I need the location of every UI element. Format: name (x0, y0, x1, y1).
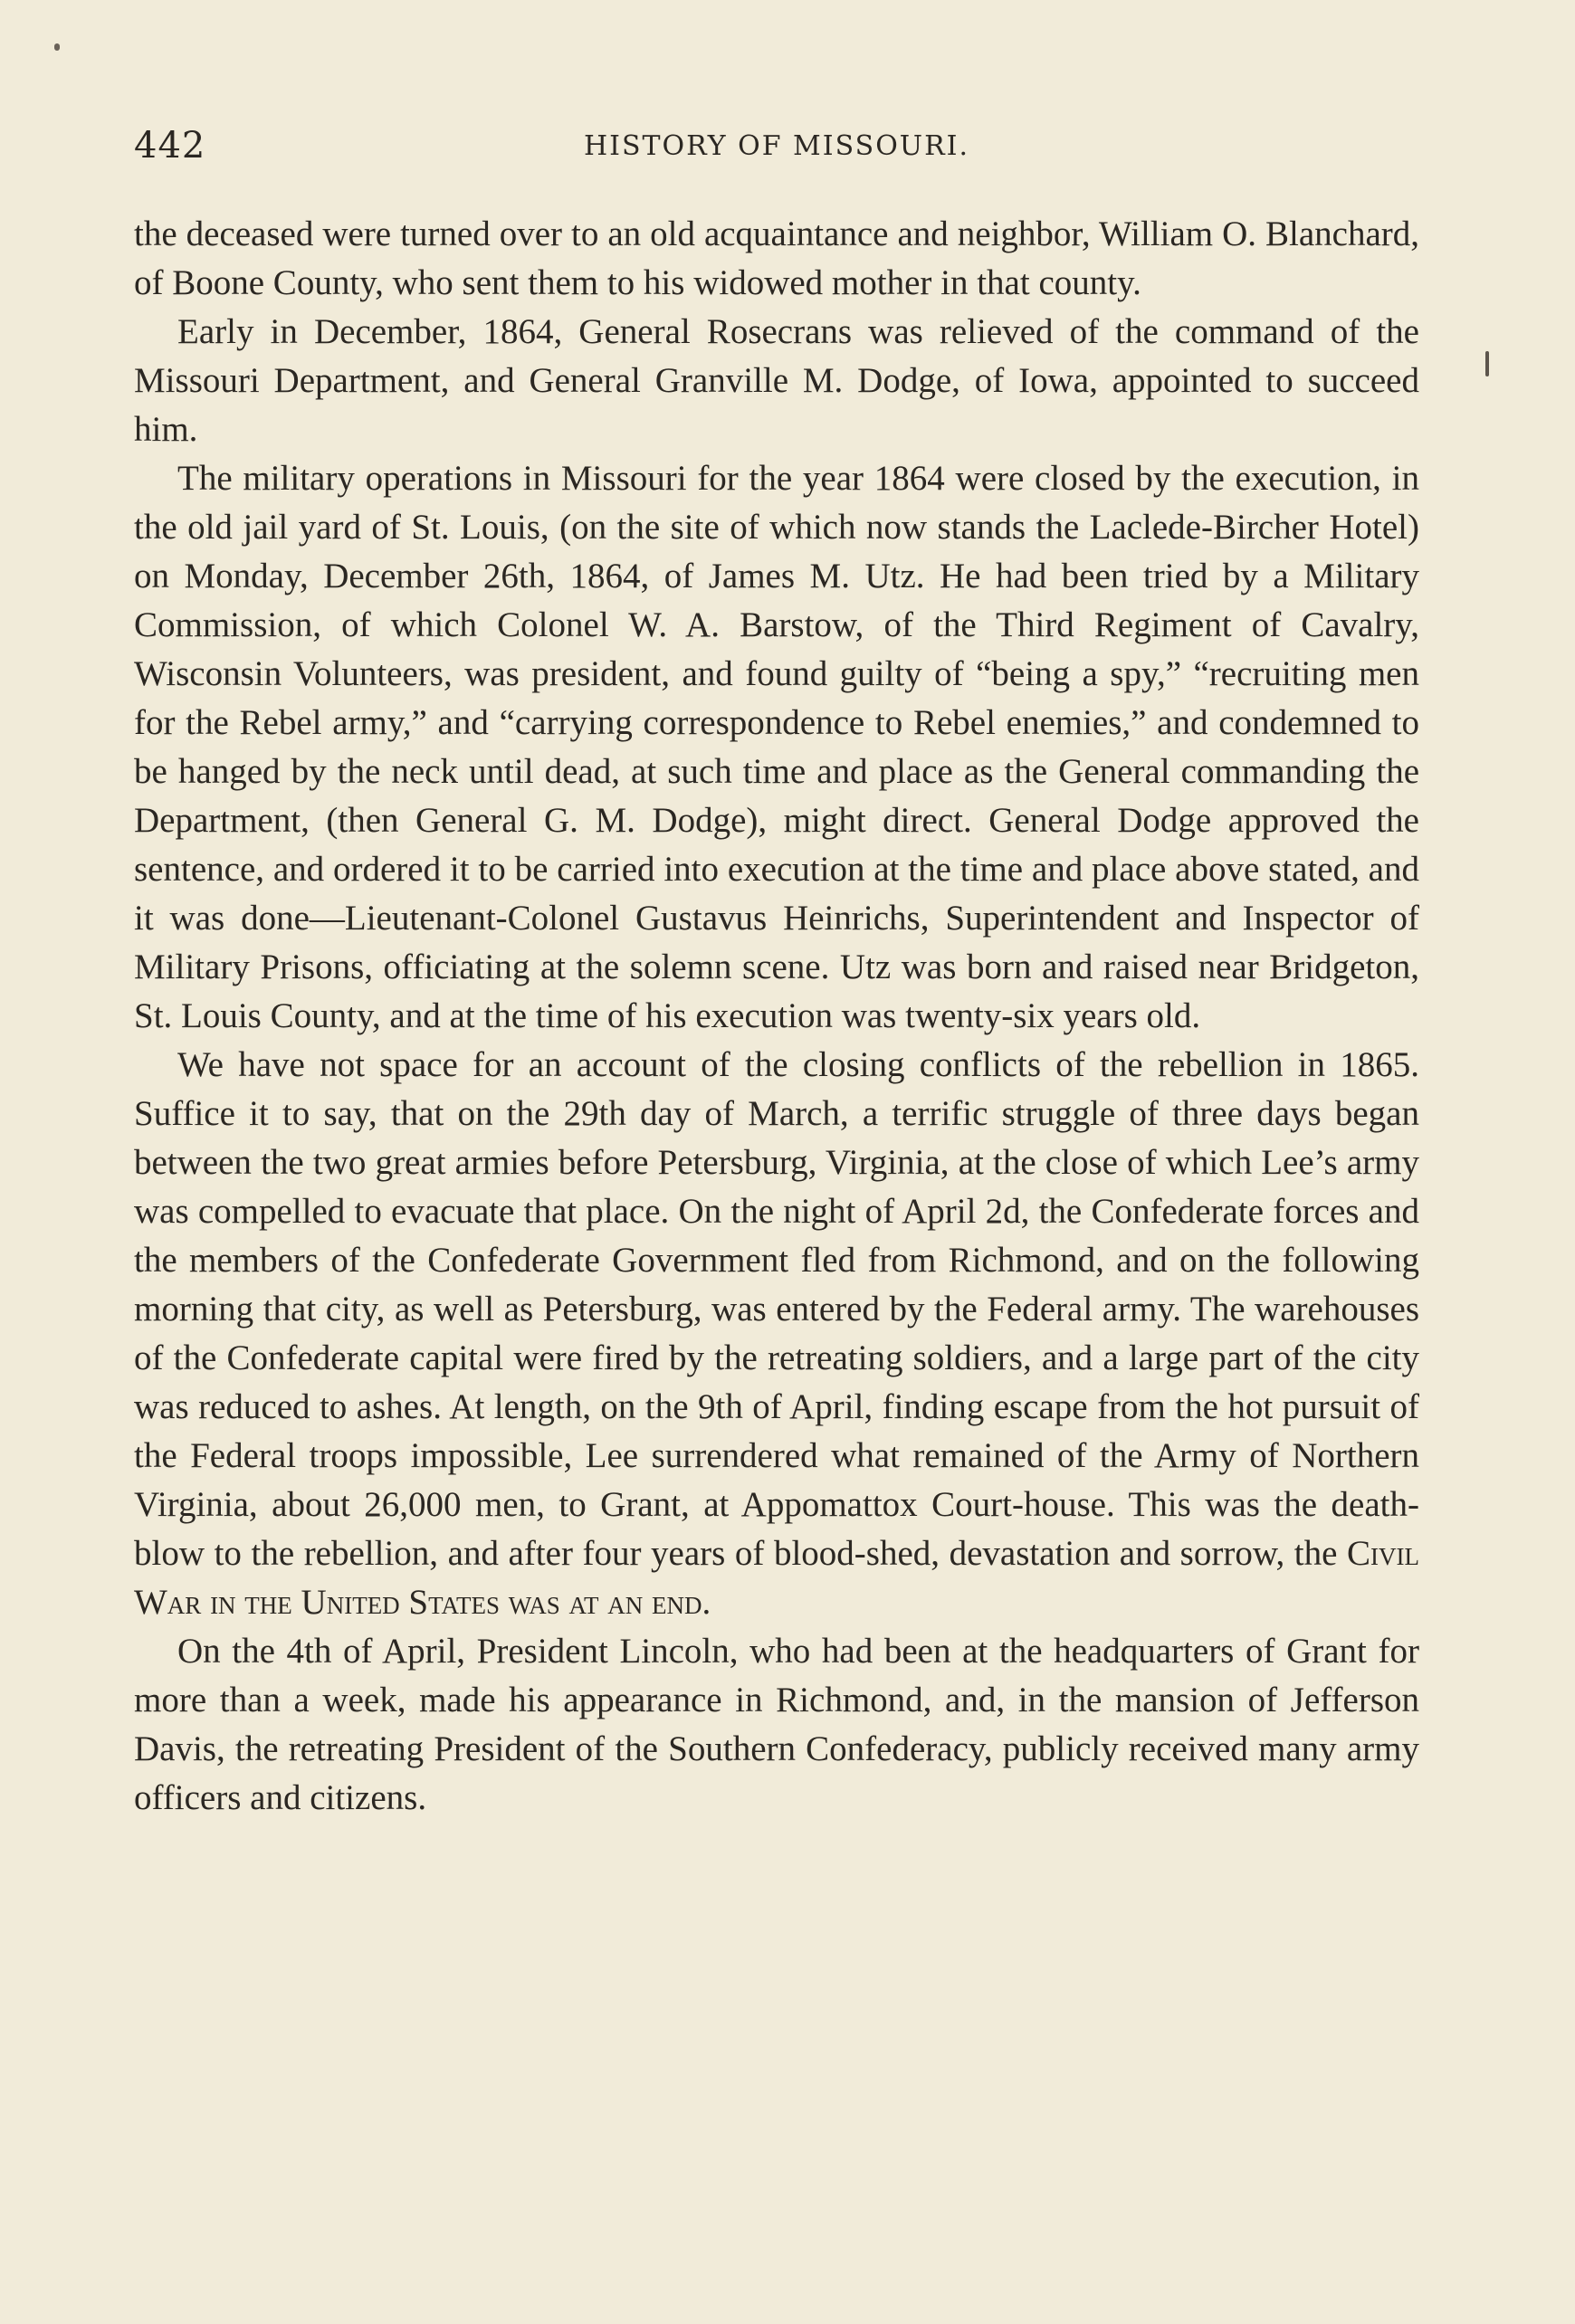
paragraph-3: The military operations in Missouri for the year 1864 were closed by the execution, in the old jail yard of St. Louis, (on the site of which now stands the Laclede-Bircher Hotel) on Monday, December 26th, 1864, of James M. Utz. He had been tried by a Military Commission, of which Colonel W. A. Barstow, of the Third Regiment of Cavalry, Wisconsin Volunteers, was president, and found guilty of “being a spy,” “recruiting men for the Rebel army,” and “carrying correspondence to Rebel enemies,” and condemned to be hanged by the neck until dead, at such time and place as the General commanding the Department, (then General G. M. Dodge), might direct. General Dodge approved the sentence, and ordered it to be carried into execution at the time and place above stated, and it was done—Lieutenant-Colonel Gustavus Heinrichs, Superintendent and Inspector of Military Prisons, officiating at the solemn scene. Utz was born and raised near Bridgeton, St. Louis County, and at the time of his execution was twenty-six years old. (134, 459, 1419, 1035)
paragraph-4-smallcaps: Civil War in the United States was at an end. (134, 1534, 1420, 1622)
paragraph-2: Early in December, 1864, General Rosecrans was relieved of the command of the Missouri Department, and General Granville M. Dodge, of Iowa, appointed to succeed him. (134, 312, 1419, 449)
page-number: 442 (134, 125, 206, 167)
body-text (134, 210, 1419, 1823)
paragraph-1: the deceased were turned over to an old acquaintance and neighbor, William O. Blanchard, of Boone County, who sent them to his widowed mother in that county. (134, 214, 1419, 302)
paragraph-5: On the 4th of April, President Lincoln, who had been at the headquarters of Grant for more than a week, made his appearance in Richmond, and, in the mansion of Jefferson Davis, the retreating President of the Southern Confederacy, publicly received many army officers and citizens. (134, 1632, 1419, 1817)
margin-mark (1485, 351, 1489, 376)
paragraph-4 (134, 1041, 1419, 1627)
paragraph-4-text: We have not space for an account of the closing conflicts of the rebellion in 1865. Suffice it to say, that on the 29th day of March, a terrific struggle of three days began between the two great armies before Petersburg, Virginia, at the close of which Lee’s army was compelled to evacuate that place. On the night of April 2d, the Confederate forces and the members of the Confederate Government fled from Richmond, and on the following morning that city, as well as Petersburg, was entered by the Federal army. The warehouses of the Confederate capital were fired by the retreating soldiers, and a large part of the city was reduced to ashes. At length, on the 9th of April, finding escape from the hot pursuit of the Federal troops impossible, Lee surrendered what remained of the Army of Northern Virginia, about 26,000 men, to Grant, at Appomattox Court-house. This was the death-blow to the rebellion, and after four years of blood-shed, devastation and sorrow, the (134, 1045, 1419, 1573)
scan-speck (54, 43, 60, 51)
page-header (134, 125, 1419, 179)
running-head: HISTORY OF MISSOURI. (583, 130, 970, 162)
